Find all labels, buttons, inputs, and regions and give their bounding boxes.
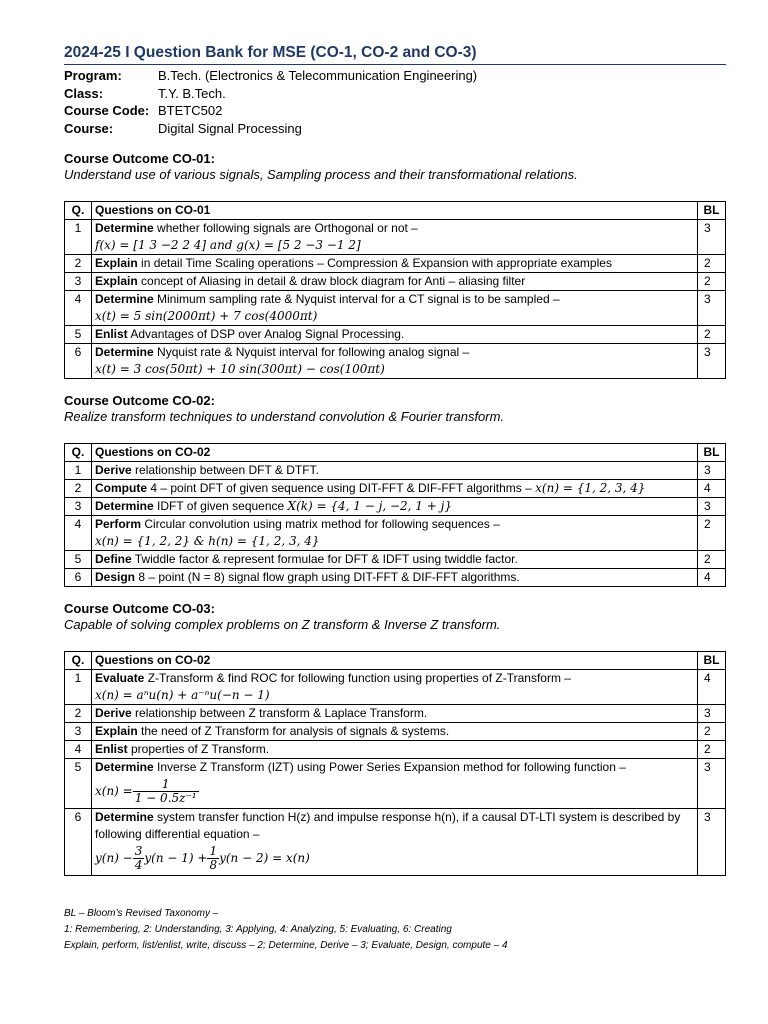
question-text <box>92 498 698 516</box>
question-fraction-equation <box>95 776 694 808</box>
question-number: 5 <box>65 551 92 569</box>
question-verb: Perform <box>95 517 142 531</box>
question-number: 3 <box>65 498 92 516</box>
table-row <box>65 344 726 379</box>
table-row <box>65 273 726 291</box>
question-number: 6 <box>65 569 92 587</box>
question-verb: Determine <box>95 499 154 513</box>
fraction-denominator: 4 <box>134 858 143 872</box>
question-number: 4 <box>65 516 92 551</box>
question-verb: Determine <box>95 292 154 306</box>
blooms-level: 4 <box>698 670 726 705</box>
question-body: Inverse Z Transform (IZT) using Power Series Expansion method for following function – <box>153 760 626 774</box>
question-verb: Compute <box>95 481 147 495</box>
table-row <box>65 670 726 705</box>
fraction <box>207 845 219 872</box>
table-row <box>65 462 726 480</box>
column-header-q: Q. <box>65 652 92 670</box>
question-text <box>92 723 698 741</box>
question-text <box>92 705 698 723</box>
question-body: whether following signals are Orthogonal or not – <box>153 221 418 235</box>
table-row <box>65 809 726 876</box>
question-text <box>92 291 698 326</box>
table-row <box>65 255 726 273</box>
question-equation: x(n) = aⁿu(n) + a⁻ⁿu(−n − 1) <box>95 688 270 702</box>
question-body: Twiddle factor & represent formulae for DFT & IDFT using twiddle factor. <box>131 552 518 566</box>
footer-line: Explain, perform, list/enlist, write, discuss – 2; Determine, Derive – 3; Evaluate, Design, compute – 4 <box>64 940 508 951</box>
fraction <box>133 778 199 805</box>
blooms-level: 3 <box>698 759 726 809</box>
fraction-numerator: 1 <box>209 844 218 858</box>
question-text <box>92 255 698 273</box>
table-row <box>65 741 726 759</box>
question-text <box>92 569 698 587</box>
course-meta <box>64 67 726 137</box>
course-outcome-description: Understand use of various signals, Sampling process and their transformational relations. <box>64 167 578 182</box>
question-equation: x(t) = 3 cos(50πt) + 10 sin(300πt) − cos(100πt) <box>95 362 385 376</box>
question-number: 1 <box>65 220 92 255</box>
question-verb: Explain <box>95 274 138 288</box>
column-header-question: Questions on CO-02 <box>92 444 698 462</box>
course-outcome-heading: Course Outcome CO-01: <box>64 151 215 166</box>
blooms-level: 4 <box>698 569 726 587</box>
question-verb: Derive <box>95 463 132 477</box>
blooms-level: 3 <box>698 291 726 326</box>
question-number: 6 <box>65 344 92 379</box>
course-outcome-description: Realize transform techniques to understand convolution & Fourier transform. <box>64 409 505 424</box>
question-body: relationship between Z transform & Laplace Transform. <box>131 706 428 720</box>
fraction-numerator: 3 <box>134 844 143 858</box>
question-body: 4 – point DFT of given sequence using DIT-FFT & DIF-FFT algorithms – <box>147 481 536 495</box>
question-verb: Determine <box>95 760 154 774</box>
question-inline-math: X(k) = {4, 1 − j, −2, 1 + j} <box>287 499 452 513</box>
blooms-level: 2 <box>698 273 726 291</box>
blooms-level: 3 <box>698 220 726 255</box>
meta-key: Class: <box>64 85 104 101</box>
blooms-level: 3 <box>698 344 726 379</box>
page-title: 2024-25 I Question Bank for MSE (CO-1, CO-2 and CO-3) <box>64 44 726 65</box>
blooms-level: 2 <box>698 326 726 344</box>
meta-key: Course: <box>64 120 114 136</box>
equation-lhs: x(n) = <box>95 784 133 798</box>
question-body: Circular convolution using matrix method for following sequences – <box>141 517 500 531</box>
question-verb: Explain <box>95 724 138 738</box>
questions-table <box>64 201 726 379</box>
blooms-level: 3 <box>698 498 726 516</box>
course-outcome-heading: Course Outcome CO-03: <box>64 601 215 616</box>
question-text <box>92 326 698 344</box>
meta-value: B.Tech. (Electronics & Telecommunication Engineering) <box>158 68 478 83</box>
meta-value: BTETC502 <box>158 103 223 118</box>
question-equation: x(n) = {1, 2, 2} & h(n) = {1, 2, 3, 4} <box>95 534 320 548</box>
question-body: Minimum sampling rate & Nyquist interval for a CT signal is to be sampled – <box>153 292 560 306</box>
question-number: 6 <box>65 809 92 876</box>
blooms-level: 3 <box>698 809 726 876</box>
question-difference-equation <box>95 843 694 875</box>
question-number: 4 <box>65 741 92 759</box>
footer-line: BL – Bloom’s Revised Taxonomy – <box>64 908 219 919</box>
question-verb: Design <box>95 570 136 584</box>
question-body: 8 – point (N = 8) signal flow graph using DIT-FFT & DIF-FFT algorithms. <box>135 570 520 584</box>
course-outcome-heading: Course Outcome CO-02: <box>64 393 215 408</box>
blooms-level: 2 <box>698 741 726 759</box>
question-number: 2 <box>65 255 92 273</box>
question-body: relationship between DFT & DTFT. <box>131 463 319 477</box>
table-row <box>65 551 726 569</box>
question-body: system transfer function H(z) and impulse response h(n), if a causal DT-LTI system is described by following differential equation – <box>95 810 681 841</box>
table-row <box>65 569 726 587</box>
fraction-denominator: 1 − 0.5z⁻¹ <box>134 791 197 805</box>
question-number: 4 <box>65 291 92 326</box>
question-text <box>92 344 698 379</box>
equation-part: y(n − 1) + <box>144 851 208 865</box>
blooms-level: 2 <box>698 516 726 551</box>
question-verb: Explain <box>95 256 138 270</box>
question-verb: Determine <box>95 810 154 824</box>
blooms-taxonomy-footer <box>64 906 508 954</box>
equation-part: y(n) − <box>95 851 133 865</box>
question-body: the need of Z Transform for analysis of signals & systems. <box>137 724 450 738</box>
table-row <box>65 516 726 551</box>
question-inline-math: x(n) = {1, 2, 3, 4} <box>535 481 646 495</box>
table-header-row <box>65 652 726 670</box>
column-header-bl: BL <box>698 652 726 670</box>
meta-key: Program: <box>64 68 122 83</box>
column-header-bl: BL <box>698 444 726 462</box>
question-number: 5 <box>65 326 92 344</box>
meta-row-course-code <box>64 102 726 120</box>
question-text <box>92 759 698 809</box>
blooms-level: 2 <box>698 255 726 273</box>
question-number: 3 <box>65 723 92 741</box>
question-text <box>92 741 698 759</box>
question-text <box>92 670 698 705</box>
table-row <box>65 705 726 723</box>
question-text <box>92 462 698 480</box>
question-verb: Define <box>95 552 132 566</box>
question-body: Z-Transform & find ROC for following function using properties of Z-Transform – <box>144 671 571 685</box>
table-row <box>65 480 726 498</box>
question-verb: Determine <box>95 345 154 359</box>
blooms-level: 2 <box>698 723 726 741</box>
table-row <box>65 723 726 741</box>
question-equation: f(x) = [1 3 −2 2 4] and g(x) = [5 2 −3 −1 2] <box>95 238 361 252</box>
question-verb: Enlist <box>95 742 128 756</box>
question-number: 2 <box>65 705 92 723</box>
fraction-denominator: 8 <box>209 858 218 872</box>
question-verb: Determine <box>95 221 154 235</box>
question-equation: x(t) = 5 sin(2000πt) + 7 cos(4000πt) <box>95 309 318 323</box>
table-row <box>65 291 726 326</box>
table-row <box>65 498 726 516</box>
equation-part: y(n − 2) = x(n) <box>219 851 310 865</box>
question-text <box>92 480 698 498</box>
fraction-numerator: 1 <box>133 778 199 792</box>
question-verb: Evaluate <box>95 671 145 685</box>
question-body: concept of Aliasing in detail & draw block diagram for Anti – aliasing filter <box>137 274 526 288</box>
question-text <box>92 220 698 255</box>
question-number: 1 <box>65 462 92 480</box>
meta-key: Course Code: <box>64 103 150 118</box>
column-header-q: Q. <box>65 444 92 462</box>
table-row <box>65 220 726 255</box>
question-bank-page <box>64 44 726 876</box>
meta-row-course <box>64 120 726 138</box>
question-text <box>92 516 698 551</box>
footer-line: 1: Remembering, 2: Understanding, 3: Applying, 4: Analyzing, 5: Evaluating, 6: Creating <box>64 924 452 935</box>
question-number: 5 <box>65 759 92 809</box>
table-header-row <box>65 202 726 220</box>
question-number: 3 <box>65 273 92 291</box>
fraction <box>133 845 145 872</box>
table-header-row <box>65 444 726 462</box>
table-row <box>65 326 726 344</box>
blooms-level: 2 <box>698 551 726 569</box>
question-body: in detail Time Scaling operations – Compression & Expansion with appropriate examples <box>137 256 612 270</box>
question-body: IDFT of given sequence <box>153 499 288 513</box>
course-outcome-description: Capable of solving complex problems on Z transform & Inverse Z transform. <box>64 617 501 632</box>
meta-row-program <box>64 67 726 85</box>
question-text <box>92 273 698 291</box>
question-number: 2 <box>65 480 92 498</box>
column-header-q: Q. <box>65 202 92 220</box>
questions-table <box>64 443 726 587</box>
table-row <box>65 759 726 809</box>
course-outcome-sections <box>64 151 726 876</box>
column-header-question: Questions on CO-01 <box>92 202 698 220</box>
column-header-bl: BL <box>698 202 726 220</box>
meta-value: T.Y. B.Tech. <box>158 85 226 101</box>
question-body: Nyquist rate & Nyquist interval for following analog signal – <box>153 345 470 359</box>
blooms-level: 3 <box>698 462 726 480</box>
questions-table <box>64 651 726 876</box>
meta-row-class <box>64 85 726 103</box>
column-header-question: Questions on CO-02 <box>92 652 698 670</box>
question-body: properties of Z Transform. <box>127 742 270 756</box>
question-verb: Derive <box>95 706 132 720</box>
meta-value: Digital Signal Processing <box>158 120 302 136</box>
blooms-level: 4 <box>698 480 726 498</box>
question-body: Advantages of DSP over Analog Signal Processing. <box>127 327 405 341</box>
question-number: 1 <box>65 670 92 705</box>
blooms-level: 3 <box>698 705 726 723</box>
question-text <box>92 551 698 569</box>
question-verb: Enlist <box>95 327 128 341</box>
question-text <box>92 809 698 876</box>
